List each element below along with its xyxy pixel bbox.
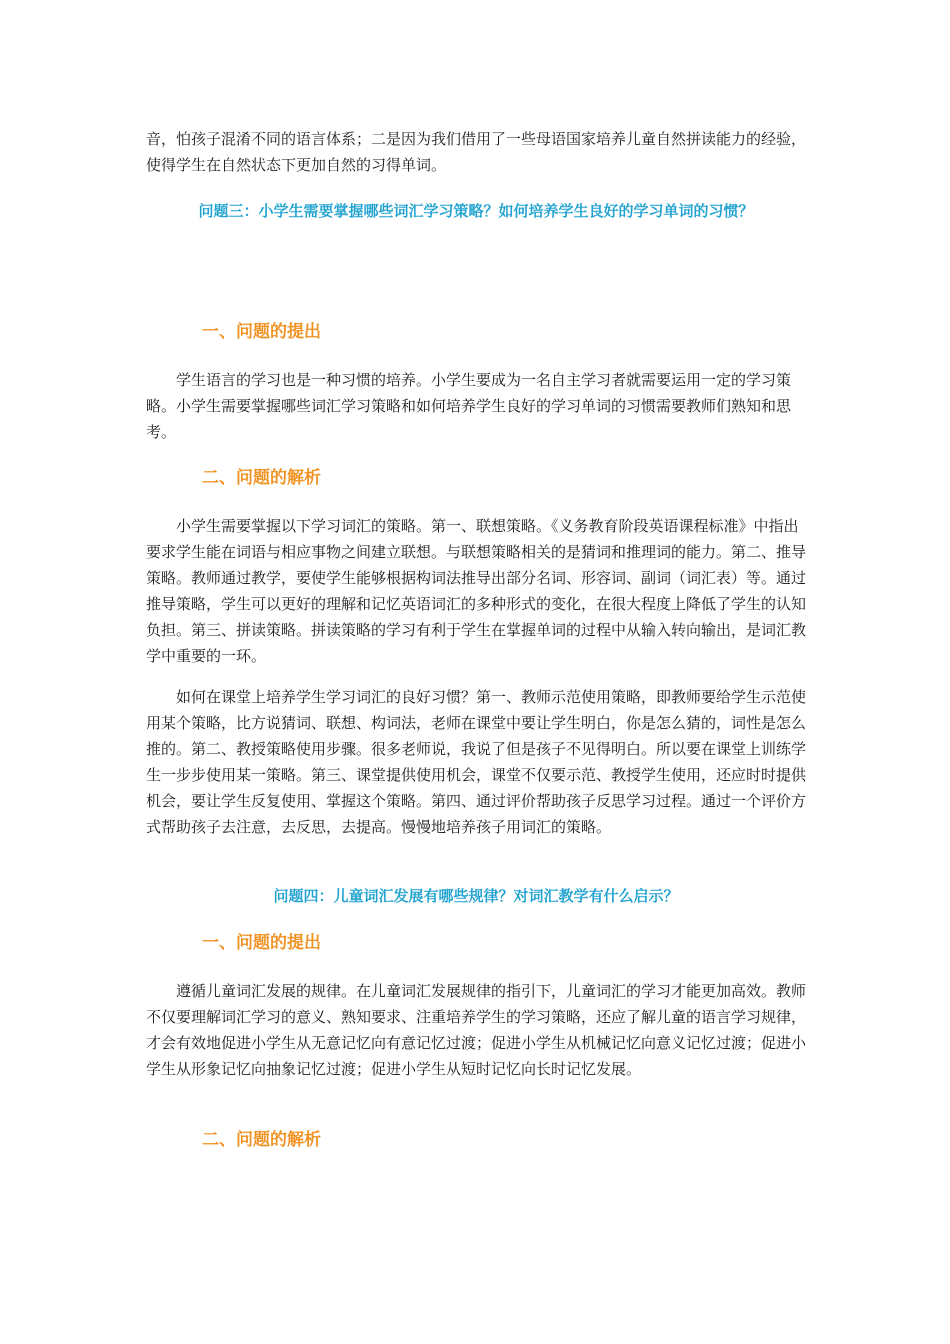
question4-title: 问题四：儿童词汇发展有哪些规律？对词汇教学有什么启示？ [273,887,679,905]
question4-section1-heading: 一、问题的提出 [202,933,321,953]
question4-section2-heading: 二、问题的解析 [202,1130,321,1150]
question4-section1-paragraph: 遵循儿童词汇发展的规律。在儿童词汇发展规律的指引下，儿童词汇的学习才能更加高效。教师不仅要理解词汇学习的意义、熟知要求、注重培养学生的学习策略，还应了解儿童的语言学习规律，才会有效地促进小学生从无意记忆向有意记忆过渡；促进小学生从机械记忆向意义记忆过渡；促进小学生从形象记忆向抽象记忆过渡；促进小学生从短时记忆向长时记忆发展。 [146,982,807,1078]
top-paragraph: 音，怕孩子混淆不同的语言体系；二是因为我们借用了一些母语国家培养儿童自然拼读能力的经验，使得学生在自然状态下更加自然的习得单词。 [146,130,807,174]
question3-section2-heading: 二、问题的解析 [202,468,321,488]
question3-section1-heading: 一、问题的提出 [202,322,321,342]
question3-section2-paragraph1: 小学生需要掌握以下学习词汇的策略。第一、联想策略。《义务教育阶段英语课程标准》中指出要求学生能在词语与相应事物之间建立联想。与联想策略相关的是猜词和推理词的能力。第二、推导策略。教师通过教学，要使学生能够根据构词法推导出部分名词、形容词、副词（词汇表）等。通过推导策略，学生可以更好的理解和记忆英语词汇的多种形式的变化，在很大程度上降低了学生的认知负担。第三、拼读策略。拼读策略的学习有利于学生在掌握单词的过程中从输入转向输出，是词汇教学中重要的一环。 [146,517,807,665]
question3-section2-paragraph2: 如何在课堂上培养学生学习词汇的良好习惯？第一、教师示范使用策略，即教师要给学生示范使用某个策略，比方说猜词、联想、构词法，老师在课堂中要让学生明白，你是怎么猜的，词性是怎么推的。第二、教授策略使用步骤。很多老师说，我说了但是孩子不见得明白。所以要在课堂上训练学生一步步使用某一策略。第三、课堂提供使用机会，课堂不仅要示范、教授学生使用，还应时时提供机会，要让学生反复使用、掌握这个策略。第四、通过评价帮助孩子反思学习过程。通过一个评价方式帮助孩子去注意，去反思，去提高。慢慢地培养孩子用词汇的策略。 [146,688,807,836]
question3-title: 问题三：小学生需要掌握哪些词汇学习策略？如何培养学生良好的学习单词的习惯？ [198,202,754,220]
question3-section1-paragraph: 学生语言的学习也是一种习惯的培养。小学生要成为一名自主学习者就需要运用一定的学习策略。小学生需要掌握哪些词汇学习策略和如何培养学生良好的学习单词的习惯需要教师们熟知和思考。 [146,371,792,441]
